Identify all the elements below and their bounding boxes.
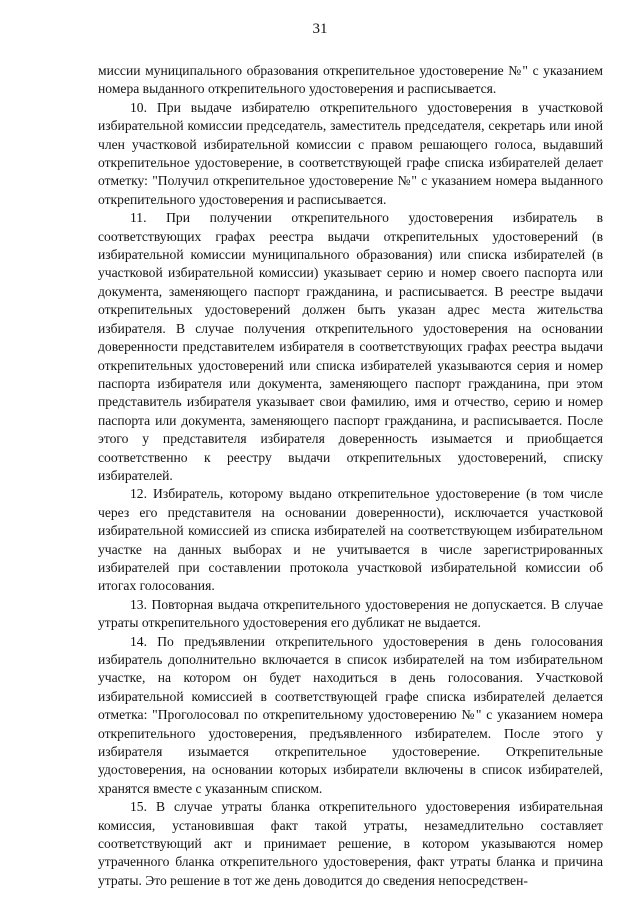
- paragraph-12: 12. Избиратель, которому выдано открепительное удостоверение (в том числе через его представителя на основании доверенности), исключается участковой избирательной комиссией из списка избирателей на соответствующем избирательном участке на данных выборах и не учитывается в числе зарегистрированных избирателей при составлении протокола участковой избирательной комиссии об итогах голосования.: [98, 486, 603, 594]
- paragraph-continuation: миссии муниципального образования открепительное удостоверение №" с указанием номера выданного открепительного удостоверения и расписывается.: [98, 63, 603, 97]
- paragraph-13: 13. Повторная выдача открепительного удостоверения не допускается. В случае утраты открепительного удостоверения его дубликат не выдается.: [98, 596, 603, 631]
- paragraph-14: 14. По предъявлении открепительного удостоверения в день голосования избиратель дополнительно включается в список избирателей на том избирательном участке, на котором он будет находиться в день голосования. Участковой избирательной комиссией в соответствующей графе списка избирателей делается отметка: "Проголосовал по открепительному удостоверению №" с указанием номера открепительного удостоверения, предъявленного избирателем. После этого у избирателя изымается открепительное удостоверение. Открепительные удостоверения, на основании которых избиратели включены в список избирателей, хранятся вместе с указанным списком.: [98, 633, 603, 796]
- document-body: [98, 62, 603, 890]
- paragraph-10: 10. При выдаче избирателю открепительного удостоверения в участковой избирательной комиссии председатель, заместитель председателя, секретарь или иной член участковой избирательной комиссии с правом решающего голоса, выдавший открепительное удостоверение, в соответствующей графе списка избирателей делает отметку: "Получил открепительное удостоверение №" с указанием номера выданного открепительного удостоверения и расписывается.: [98, 99, 603, 207]
- paragraph-15: 15. В случае утраты бланка открепительного удостоверения избирательная комиссия, установившая факт такой утраты, незамедлительно составляет соответствующий акт и принимает решение, в котором указываются номер утраченного бланка открепительного удостоверения, факт утраты бланка и причина утраты. Это решение в тот же день доводится до сведения непосредствен-: [98, 799, 603, 888]
- paragraph-11: 11. При получении открепительного удостоверения избиратель в соответствующих графах реестра выдачи открепительных удостоверений (в избирательной комиссии муниципального образования) или списка избирателей (в участковой избирательной комиссии) указывает серию и номер своего паспорта или документа, заменяющего паспорт гражданина, и расписывается. В реестре выдачи открепительных удостоверений должен быть указан адрес места жительства избирателя. В случае получения открепительного удостоверения на основании доверенности представителем избирателя в соответствующих графах реестра выдачи открепительных удостоверений или списка избирателей указываются серия и номер паспорта избирателя или документа, заменяющего паспорт гражданина, при этом представитель избирателя указывает свои фамилию, имя и отчество, серию и номер паспорта или документа, заменяющего паспорт гражданина, и расписывается. После этого у представителя избирателя доверенность изымается и приобщается соответственно к реестру выдачи открепительных удостоверений, списку избирателей.: [98, 210, 603, 483]
- page-number: 31: [312, 21, 328, 37]
